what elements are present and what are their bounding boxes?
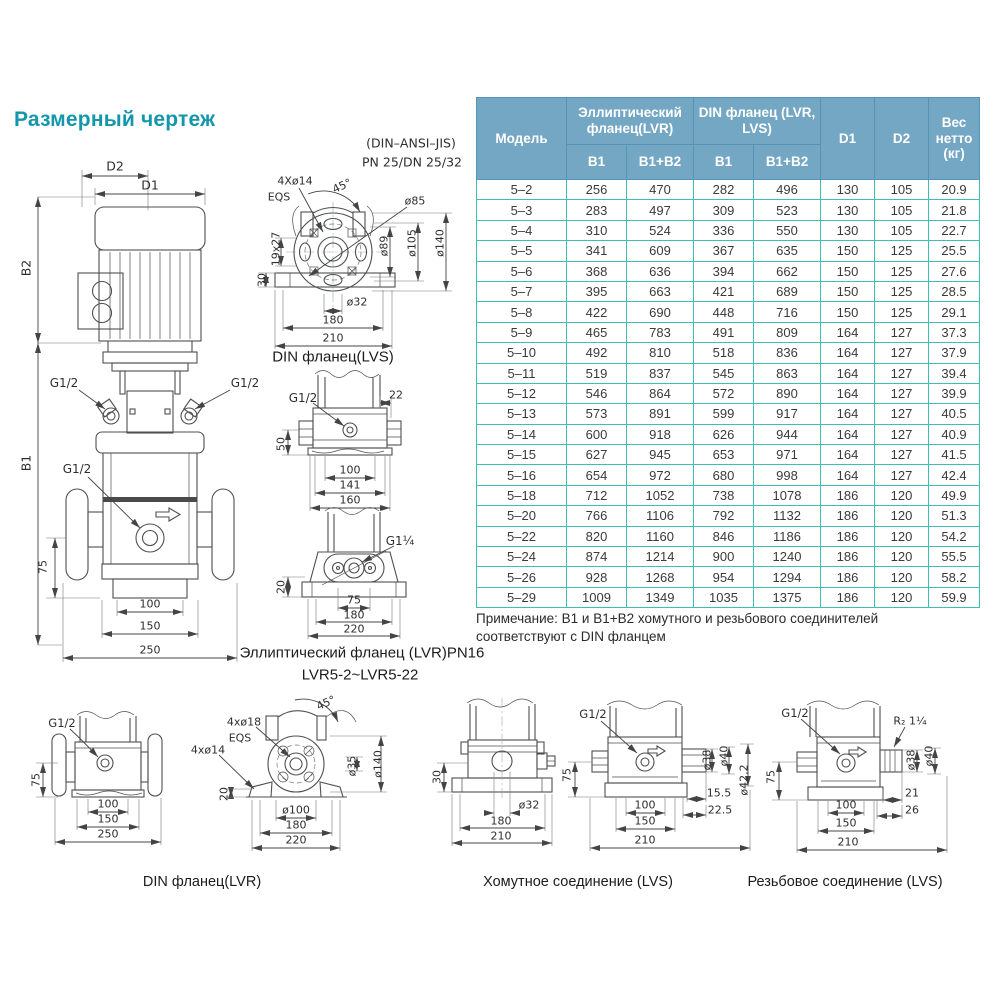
table-row: [477, 383, 980, 403]
table-cell: 600: [567, 424, 627, 444]
dim-label: G1/2: [48, 716, 76, 730]
clamp-connection-drawing: [437, 698, 754, 851]
dim-label: 20: [274, 580, 288, 594]
dim-label: 180: [343, 608, 365, 622]
table-cell: 1349: [627, 587, 694, 607]
table-cell: 572: [694, 383, 754, 403]
table-cell: 663: [627, 281, 694, 301]
table-row: [477, 547, 980, 567]
table-cell: 5–5: [477, 241, 567, 261]
table-cell: 164: [821, 363, 875, 383]
dim-label: ø85: [404, 194, 426, 208]
table-cell: 130: [821, 220, 875, 240]
caption-clamp-connection: Хомутное соединение (LVS): [483, 874, 673, 890]
table-cell: 1268: [627, 567, 694, 587]
dim-label: 21: [905, 786, 919, 800]
table-cell: 836: [754, 343, 821, 363]
table-cell: 164: [821, 424, 875, 444]
table-cell: 39.4: [929, 363, 980, 383]
table-cell: 918: [627, 424, 694, 444]
dim-label: 45°: [330, 175, 354, 197]
table-cell: 5–8: [477, 302, 567, 322]
threaded-connection-drawing: [772, 701, 947, 853]
caption-din-flange-lvs: DIN фланец(LVS): [272, 348, 394, 366]
table-cell: 127: [875, 465, 929, 485]
table-cell: 5–6: [477, 261, 567, 281]
col-header-d2: D2: [875, 98, 929, 180]
table-cell: 22.7: [929, 220, 980, 240]
table-cell: 783: [627, 322, 694, 342]
table-cell: 1078: [754, 485, 821, 505]
table-row: [477, 261, 980, 281]
table-row: [477, 465, 980, 485]
table-cell: 5–13: [477, 404, 567, 424]
table-cell: 164: [821, 383, 875, 403]
table-cell: 891: [627, 404, 694, 424]
table-cell: 945: [627, 445, 694, 465]
table-cell: 5–12: [477, 383, 567, 403]
table-cell: 120: [875, 485, 929, 505]
dim-label: 4xø18: [226, 715, 262, 729]
dim-label: 210: [634, 833, 656, 847]
table-cell: 125: [875, 261, 929, 281]
dim-label: 19x27: [269, 231, 283, 267]
table-cell: 394: [694, 261, 754, 281]
dim-label: 220: [343, 622, 365, 636]
table-cell: 636: [627, 261, 694, 281]
table-cell: 917: [754, 404, 821, 424]
dim-label: 15.5: [706, 786, 732, 800]
table-cell: 367: [694, 241, 754, 261]
dim-label: ø32: [346, 295, 368, 309]
table-cell: 105: [875, 220, 929, 240]
table-cell: 130: [821, 180, 875, 200]
table-cell: 470: [627, 180, 694, 200]
dim-label: 180: [285, 818, 307, 832]
dim-label: 250: [97, 827, 119, 841]
table-cell: 928: [567, 567, 627, 587]
dim-label: B2: [18, 259, 34, 277]
table-cell: 5–4: [477, 220, 567, 240]
table-cell: 1240: [754, 547, 821, 567]
table-cell: 1106: [627, 506, 694, 526]
table-cell: 127: [875, 363, 929, 383]
table-cell: 283: [567, 200, 627, 220]
table-cell: 20.9: [929, 180, 980, 200]
table-row: [477, 567, 980, 587]
table-row: [477, 343, 980, 363]
table-cell: 127: [875, 322, 929, 342]
table-cell: 120: [875, 587, 929, 607]
table-cell: 150: [821, 261, 875, 281]
table-cell: 550: [754, 220, 821, 240]
dim-label: G1/2: [288, 391, 318, 405]
dim-label: 20: [217, 787, 231, 801]
table-cell: 125: [875, 281, 929, 301]
table-row: [477, 180, 980, 200]
table-cell: 27.6: [929, 261, 980, 281]
table-cell: 150: [821, 302, 875, 322]
caption-elliptical-flange: Эллиптический фланец (LVR)PN16: [239, 644, 485, 662]
table-cell: 28.5: [929, 281, 980, 301]
table-cell: 127: [875, 343, 929, 363]
table-cell: 766: [567, 506, 627, 526]
table-cell: 120: [875, 547, 929, 567]
table-row: [477, 241, 980, 261]
table-row: [477, 485, 980, 505]
table-cell: 810: [627, 343, 694, 363]
table-cell: 837: [627, 363, 694, 383]
table-cell: 25.5: [929, 241, 980, 261]
table-cell: 59.9: [929, 587, 980, 607]
dim-label: 75: [29, 773, 43, 787]
table-cell: 523: [754, 200, 821, 220]
table-note: [476, 610, 981, 646]
dim-label: 4xø14: [190, 743, 226, 757]
dim-label: 220: [285, 833, 307, 847]
table-row: [477, 200, 980, 220]
table-cell: 497: [627, 200, 694, 220]
page-title: Размерный чертеж: [14, 108, 216, 131]
table-cell: 465: [567, 322, 627, 342]
table-cell: 21.8: [929, 200, 980, 220]
dim-label: ø105: [405, 229, 419, 257]
note-line-1: Примечание: B1 и B1+B2 хомутного и резьбового соединителей: [476, 611, 879, 626]
dim-label: G1/2: [579, 707, 607, 721]
table-cell: 127: [875, 445, 929, 465]
table-row: [477, 363, 980, 383]
dim-label: ø40: [922, 745, 936, 767]
table-cell: 496: [754, 180, 821, 200]
table-cell: 998: [754, 465, 821, 485]
table-cell: 164: [821, 445, 875, 465]
dim-label: 150: [634, 814, 656, 828]
table-cell: 5–29: [477, 587, 567, 607]
dim-label: 141: [339, 478, 361, 492]
col-header-b1b2-din: B1+B2: [754, 145, 821, 180]
note-line-2: соответствуют с DIN фланцем: [476, 629, 666, 645]
dim-label: B1: [18, 454, 34, 472]
table-cell: 5–18: [477, 485, 567, 505]
table-cell: 29.1: [929, 302, 980, 322]
table-cell: 1052: [627, 485, 694, 505]
table-cell: 690: [627, 302, 694, 322]
table-cell: 738: [694, 485, 754, 505]
table-cell: 519: [567, 363, 627, 383]
table-cell: 492: [567, 343, 627, 363]
table-cell: 42.4: [929, 465, 980, 485]
dim-label: 210: [322, 331, 344, 345]
table-row: [477, 302, 980, 322]
table-cell: 368: [567, 261, 627, 281]
table-cell: 545: [694, 363, 754, 383]
table-cell: 689: [754, 281, 821, 301]
table-cell: 105: [875, 200, 929, 220]
table-cell: 120: [875, 506, 929, 526]
dim-label: 160: [339, 493, 361, 507]
dim-label: ø89: [377, 235, 391, 257]
table-cell: 120: [875, 567, 929, 587]
table-cell: 809: [754, 322, 821, 342]
flange-lvr-top-view-drawing: [219, 699, 387, 851]
col-header-elliptical-flange: Эллиптический фланец(LVR): [567, 98, 694, 145]
table-cell: 863: [754, 363, 821, 383]
table-cell: 653: [694, 445, 754, 465]
dim-label: 210: [837, 835, 859, 849]
table-cell: 127: [875, 383, 929, 403]
table-cell: 164: [821, 404, 875, 424]
dim-label: EQS: [267, 190, 291, 204]
table-cell: 5–2: [477, 180, 567, 200]
table-cell: 310: [567, 220, 627, 240]
table-cell: 186: [821, 547, 875, 567]
table-cell: 1009: [567, 587, 627, 607]
table-cell: 421: [694, 281, 754, 301]
table-cell: 422: [567, 302, 627, 322]
table-row: [477, 404, 980, 424]
dim-label: 150: [97, 812, 119, 826]
table-cell: 5–24: [477, 547, 567, 567]
table-cell: 680: [694, 465, 754, 485]
table-cell: 820: [567, 526, 627, 546]
table-cell: 186: [821, 506, 875, 526]
table-cell: 150: [821, 281, 875, 301]
table-cell: 5–16: [477, 465, 567, 485]
table-cell: 518: [694, 343, 754, 363]
table-cell: 491: [694, 322, 754, 342]
table-cell: 1186: [754, 526, 821, 546]
dim-label: 210: [490, 829, 512, 843]
table-cell: 874: [567, 547, 627, 567]
table-cell: 54.2: [929, 526, 980, 546]
col-header-d1: D1: [821, 98, 875, 180]
table-cell: 125: [875, 241, 929, 261]
table-cell: 5–10: [477, 343, 567, 363]
table-cell: 846: [694, 526, 754, 546]
dim-label: ø40: [717, 745, 731, 767]
dim-label: 180: [322, 313, 344, 327]
dim-label: 22: [389, 388, 403, 402]
dim-label: 75: [36, 560, 50, 574]
dim-label: G1/2: [781, 706, 809, 720]
col-header-b1b2: B1+B2: [627, 145, 694, 180]
table-row: [477, 281, 980, 301]
table-row: [477, 322, 980, 342]
table-cell: 41.5: [929, 445, 980, 465]
table-cell: 954: [694, 567, 754, 587]
table-cell: 55.5: [929, 547, 980, 567]
dim-label: PN 25/DN 25/32: [362, 154, 462, 170]
table-cell: 164: [821, 465, 875, 485]
table-cell: 164: [821, 322, 875, 342]
table-cell: 105: [875, 180, 929, 200]
table-cell: 40.5: [929, 404, 980, 424]
table-cell: 890: [754, 383, 821, 403]
table-cell: 39.9: [929, 383, 980, 403]
table-cell: 626: [694, 424, 754, 444]
table-cell: 546: [567, 383, 627, 403]
table-cell: 127: [875, 404, 929, 424]
caption-threaded-connection: Резьбовое соединение (LVS): [747, 874, 943, 890]
table-cell: 599: [694, 404, 754, 424]
table-row: [477, 220, 980, 240]
table-cell: 186: [821, 587, 875, 607]
table-cell: 127: [875, 424, 929, 444]
table-cell: 627: [567, 445, 627, 465]
table-cell: 186: [821, 485, 875, 505]
table-cell: 524: [627, 220, 694, 240]
table-cell: 1160: [627, 526, 694, 546]
caption-din-flange-lvr: DIN фланец(LVR): [142, 874, 262, 890]
table-cell: 792: [694, 506, 754, 526]
table-cell: 1035: [694, 587, 754, 607]
table-row: [477, 445, 980, 465]
table-cell: 654: [567, 465, 627, 485]
table-cell: 282: [694, 180, 754, 200]
dim-label: 150: [139, 619, 161, 633]
main-pump-drawing: [38, 170, 237, 662]
dim-label: D1: [141, 177, 159, 193]
din-flange-lvs-drawing: [255, 188, 452, 349]
clamp-port-drawing: [282, 371, 401, 512]
table-cell: 125: [875, 302, 929, 322]
dim-label: 45°: [314, 692, 338, 714]
table-cell: 5–20: [477, 506, 567, 526]
table-cell: 40.9: [929, 424, 980, 444]
dim-label: 100: [339, 463, 361, 477]
table-cell: 5–7: [477, 281, 567, 301]
col-header-b1-din: B1: [694, 145, 754, 180]
table-cell: 120: [875, 526, 929, 546]
dim-label: 50: [274, 437, 288, 451]
table-cell: 341: [567, 241, 627, 261]
table-row: [477, 587, 980, 607]
table-cell: 37.9: [929, 343, 980, 363]
dim-label: 250: [139, 643, 161, 657]
table-cell: 58.2: [929, 567, 980, 587]
table-cell: 1214: [627, 547, 694, 567]
table-cell: 5–15: [477, 445, 567, 465]
table-cell: 51.3: [929, 506, 980, 526]
table-cell: 150: [821, 241, 875, 261]
dim-label: EQS: [228, 731, 252, 745]
dim-label: 30: [255, 273, 269, 287]
table-row: [477, 424, 980, 444]
dim-label: 100: [139, 597, 161, 611]
dim-label: 100: [835, 798, 857, 812]
dim-label: ø100: [282, 803, 310, 817]
dim-label: 30: [430, 770, 444, 784]
dim-label: (DIN–ANSI–JIS): [366, 135, 456, 151]
table-cell: 37.3: [929, 322, 980, 342]
dim-label: 75: [560, 768, 574, 782]
dim-label: 75: [347, 593, 361, 607]
dim-label: G1¼: [385, 534, 415, 548]
table-cell: 573: [567, 404, 627, 424]
table-cell: 609: [627, 241, 694, 261]
table-cell: 309: [694, 200, 754, 220]
dim-label: 26: [905, 803, 919, 817]
table-cell: 635: [754, 241, 821, 261]
col-header-weight: Вес нетто (кг): [929, 98, 980, 180]
col-header-model: Модель: [477, 98, 567, 180]
col-header-b1: B1: [567, 145, 627, 180]
dim-label: 100: [97, 797, 119, 811]
dim-label: G1/2: [49, 376, 79, 390]
dim-label: ø140: [433, 229, 447, 257]
table-cell: 395: [567, 281, 627, 301]
table-cell: 186: [821, 567, 875, 587]
table-cell: 5–9: [477, 322, 567, 342]
table-cell: 864: [627, 383, 694, 403]
table-header: [477, 98, 980, 180]
col-header-din-flange: DIN фланец (LVR, LVS): [694, 98, 821, 145]
dim-label: G1/2: [230, 376, 260, 390]
table-cell: 5–11: [477, 363, 567, 383]
dim-label: 75: [764, 770, 778, 784]
dim-label: 4Xø14: [277, 174, 313, 188]
din-flange-lvr-drawing: [36, 712, 162, 846]
table-cell: 448: [694, 302, 754, 322]
dim-label: D2: [106, 158, 124, 174]
table-cell: 712: [567, 485, 627, 505]
dim-label: ø38: [700, 749, 714, 771]
dim-label: ø32: [518, 798, 540, 812]
table-cell: 1375: [754, 587, 821, 607]
table-row: [477, 526, 980, 546]
table-row: [477, 506, 980, 526]
table-body: [477, 180, 980, 608]
table-cell: 5–26: [477, 567, 567, 587]
dim-label: ø38: [904, 749, 918, 771]
table-cell: 336: [694, 220, 754, 240]
table-cell: 1132: [754, 506, 821, 526]
caption-lvr-range: LVR5-2~LVR5-22: [301, 666, 419, 684]
table-cell: 186: [821, 526, 875, 546]
table-cell: 716: [754, 302, 821, 322]
table-cell: 971: [754, 445, 821, 465]
table-cell: 5–14: [477, 424, 567, 444]
dim-label: G1/2: [62, 462, 92, 476]
table-cell: 164: [821, 343, 875, 363]
dim-label: ø42.2: [737, 764, 751, 796]
dimensions-table: [476, 97, 980, 608]
elliptical-flange-drawing: [282, 508, 406, 640]
dim-label: 180: [490, 814, 512, 828]
table-cell: 49.9: [929, 485, 980, 505]
table-cell: 900: [694, 547, 754, 567]
table-cell: 256: [567, 180, 627, 200]
table-cell: 662: [754, 261, 821, 281]
dim-label: ø35: [345, 755, 359, 777]
dim-label: 150: [835, 816, 857, 830]
table-cell: 130: [821, 200, 875, 220]
dim-label: 100: [634, 798, 656, 812]
table-cell: 5–22: [477, 526, 567, 546]
dim-label: 22.5: [707, 803, 733, 817]
dim-label: ø140: [371, 750, 385, 778]
dim-label: R₂ 1¼: [893, 714, 927, 728]
table-cell: 5–3: [477, 200, 567, 220]
table-cell: 1294: [754, 567, 821, 587]
table-cell: 972: [627, 465, 694, 485]
table-cell: 944: [754, 424, 821, 444]
